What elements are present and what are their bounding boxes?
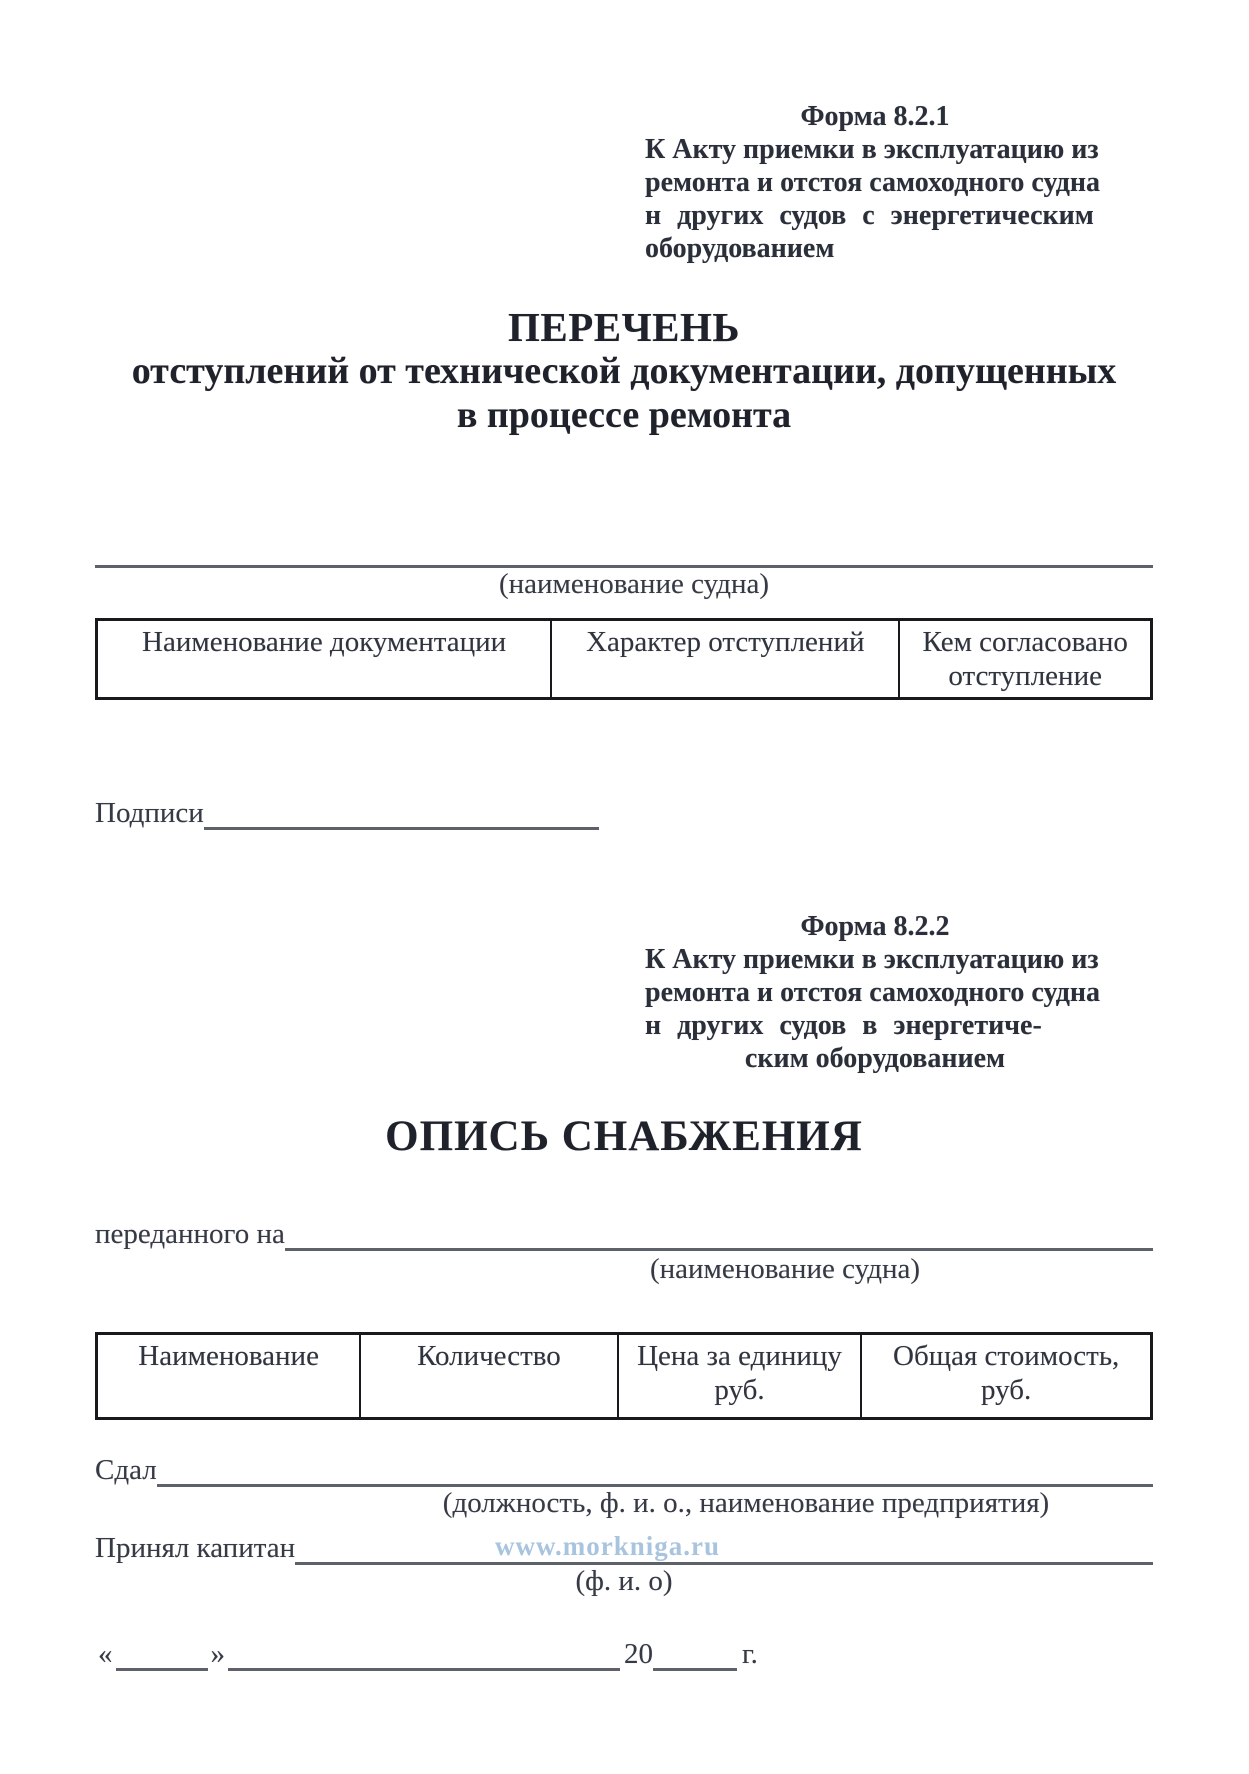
- form1-number: Форма 8.2.1: [800, 101, 950, 132]
- date-close-quote: »: [210, 1638, 225, 1670]
- date-year-blank-line: [653, 1640, 737, 1671]
- form2-ref-line-2: ремонта и отстоя самоходного судна: [645, 977, 1101, 1008]
- deviations-col-documentation: Наименование документации: [97, 620, 552, 699]
- supply-col-quantity: Количество: [360, 1334, 617, 1419]
- signatures-row: [95, 796, 1153, 830]
- received-by-blank-line: [295, 1534, 1153, 1565]
- supply-col-total-cost: Общая стоимость, руб.: [861, 1334, 1151, 1419]
- handed-over-blank-line: [157, 1456, 1153, 1487]
- supply-col-name: Наименование: [97, 1334, 361, 1419]
- morkniga-watermark: www.morkniga.ru: [495, 1531, 721, 1561]
- deviations-col-nature: Характер отступлений: [551, 620, 899, 699]
- supply-table: [95, 1332, 1153, 1420]
- transferred-to-label: переданного на: [95, 1218, 285, 1250]
- supply-col-unit-price: Цена за единицу руб.: [618, 1334, 862, 1419]
- form1-ref-line-3: н других судов с энергетическим: [645, 200, 1094, 231]
- transferred-to-blank-line: [285, 1220, 1153, 1251]
- form-8-2-2: [95, 910, 1153, 1671]
- form2-ship-name-caption: (наименование судна): [649, 1253, 921, 1285]
- form2-ref-line-3: н других судов в энергетиче-: [645, 1010, 1042, 1041]
- deviations-col-approved-by: Кем согласовано отступление: [899, 620, 1151, 699]
- date-open-quote: «: [98, 1638, 113, 1670]
- deviations-table-header-row: [97, 620, 1152, 699]
- form2-reference-block: [645, 910, 1105, 1075]
- form1-reference-block: [645, 100, 1105, 265]
- date-year-suffix: г.: [742, 1638, 758, 1670]
- deviations-table: [95, 618, 1153, 700]
- form2-ref-line-1: К Акту приемки в эксплуатацию из: [645, 944, 1099, 975]
- form1-ship-name-caption: (наименование судна): [498, 568, 770, 600]
- date-month-blank-line: [228, 1640, 620, 1671]
- form2-number: Форма 8.2.2: [800, 911, 950, 942]
- handed-over-caption: (должность, ф. и. о., наименование предприятия): [442, 1487, 1050, 1519]
- received-by-caption: (ф. и. о): [575, 1565, 673, 1597]
- handed-over-row: [95, 1453, 1153, 1487]
- signatures-label: Подписи: [95, 797, 204, 829]
- signatures-blank-line: [204, 799, 599, 830]
- received-by-row: [95, 1531, 1153, 1565]
- supply-table-header-row: [97, 1334, 1152, 1419]
- form1-subtitle-line-2: в процессе ремонта: [456, 394, 792, 436]
- handed-over-label: Сдал: [95, 1454, 157, 1486]
- transferred-to-row: [95, 1217, 1153, 1251]
- date-century: 20: [624, 1638, 653, 1670]
- date-row: [95, 1637, 1153, 1671]
- form2-title: ОПИСЬ СНАБЖЕНИЯ: [385, 1113, 863, 1160]
- form1-subtitle-line-1: отступлений от технической документации, допущенных: [131, 350, 1117, 392]
- date-day-blank-line: [116, 1640, 208, 1671]
- form1-title: ПЕРЕЧЕНЬ: [507, 304, 741, 350]
- form1-ref-line-1: К Акту приемки в эксплуатацию из: [645, 134, 1099, 165]
- form1-ref-line-4: оборудованием: [645, 233, 835, 264]
- form1-ref-line-2: ремонта и отстоя самоходного судна: [645, 167, 1101, 198]
- form2-ref-line-4: ским оборудованием: [744, 1043, 1006, 1074]
- received-by-label: Принял капитан: [95, 1532, 296, 1564]
- form-8-2-1: [95, 100, 1153, 830]
